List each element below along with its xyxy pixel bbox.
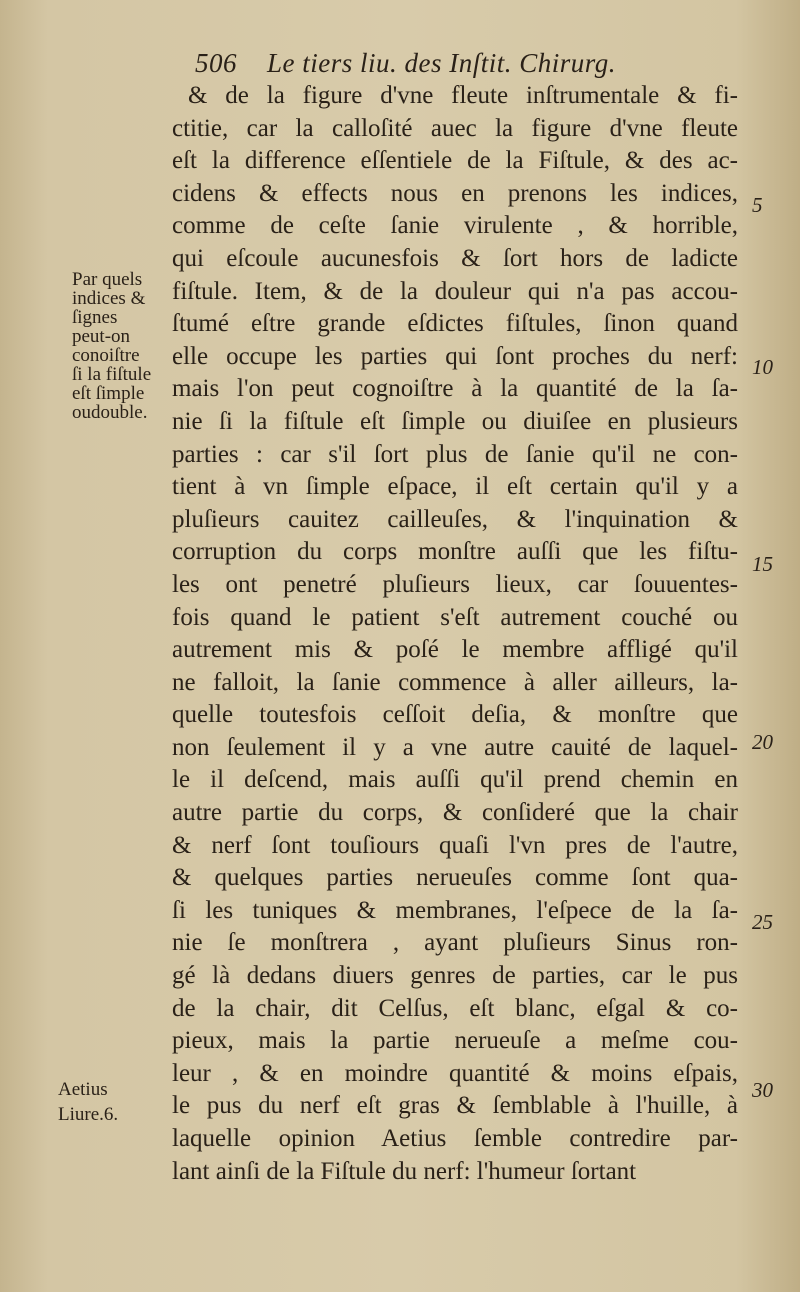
text-line: pluſieurs cauitez cailleuſes, & l'inquination & (172, 505, 738, 533)
aetius-note-line: Liure.6. (58, 1104, 119, 1125)
text-line: ſi les tuniques & membranes, l'eſpece de la ſa- (172, 896, 738, 924)
text-line: ne falloit, la ſanie commence à aller ailleurs, la- (172, 668, 738, 696)
text-line: leur , & en moindre quantité & moins eſpais, (172, 1059, 738, 1087)
text-line: parties : car s'il ſort plus de ſanie qu'il ne con- (172, 440, 738, 468)
text-line: comme de ceſte ſanie virulente , & horrible, (172, 212, 738, 240)
page-number: 506 (195, 48, 237, 78)
line-number: 15 (752, 552, 773, 576)
text-line: & quelques parties nerueuſes comme ſont qua- (172, 864, 738, 892)
line-number: 30 (752, 1078, 773, 1102)
side-note-line: peut-on (72, 326, 131, 347)
side-note-line: indices & (72, 288, 146, 309)
text-line: pieux, mais la partie nerueuſe a meſme cou- (172, 1027, 738, 1055)
side-note-line: conoiſtre (72, 345, 140, 366)
text-line: cidens & effects nous en prenons les indices, (172, 179, 738, 207)
text-line: eſt la difference eſſentiele de la Fiſtule, & des ac- (172, 147, 738, 175)
text-line: mais l'on peut cognoiſtre à la quantité de la ſa- (172, 375, 738, 403)
text-line: ſtumé eſtre grande eſdictes fiſtules, ſinon quand (172, 310, 738, 338)
text-line: nie ſi la fiſtule eſt ſimple ou diuiſee en plusieurs (172, 407, 738, 435)
text-line: nie ſe monſtrera , ayant pluſieurs Sinus ron- (172, 929, 738, 957)
running-header (195, 48, 616, 79)
side-note-line: ſignes (72, 307, 118, 328)
aetius-note-line: Aetius (58, 1079, 108, 1100)
line-number: 20 (752, 730, 773, 754)
side-note-line: Par quels (72, 269, 143, 290)
text-line: gé là dedans diuers genres de parties, car le pus (172, 962, 738, 990)
text-line: fois quand le patient s'eſt autrement couché ou (172, 603, 738, 631)
text-line: le pus du nerf eſt gras & ſemblable à l'huille, à (172, 1092, 738, 1120)
text-line: tient à vn ſimple eſpace, il eſt certain qu'il y a (172, 473, 738, 501)
text-line: autrement mis & poſé le membre affligé qu'il (172, 636, 738, 664)
text-line: fiſtule. Item, & de la douleur qui n'a pas accou- (172, 277, 738, 305)
aetius-note (58, 1077, 118, 1127)
side-note-line: ſi la fiſtule (72, 364, 152, 385)
text-line: de la chair, dit Celſus, eſt blanc, eſgal & co- (172, 994, 738, 1022)
text-line: elle occupe les parties qui ſont proches du nerf: (172, 342, 738, 370)
text-line: & nerf ſont touſiours quaſi l'vn pres de l'autre, (172, 831, 738, 859)
line-number: 25 (752, 910, 773, 934)
side-note (72, 270, 182, 422)
text-line: le il deſcend, mais auſſi qu'il prend chemin en (172, 766, 738, 794)
text-line: quelle toutesfois ceſſoit deſia, & monſtre que (172, 701, 738, 729)
text-line: les ont penetré pluſieurs lieux, car ſouuentes- (172, 570, 738, 598)
text-line: qui eſcoule aucunesfois & ſort hors de ladicte (172, 244, 738, 272)
text-line: autre partie du corps, & conſideré que la chair (172, 799, 738, 827)
text-line: ctitie, car la calloſité auec la figure d'vne fleute (172, 114, 738, 142)
main-text (172, 80, 738, 1188)
text-line: lant ainſi de la Fiſtule du nerf: l'humeur ſortant (172, 1157, 637, 1185)
running-title: Le tiers liu. des Inſtit. Chirurg. (267, 48, 617, 78)
text-line: & de la figure d'vne fleute inſtrumentale & fi- (188, 82, 738, 109)
line-number: 10 (752, 355, 773, 379)
side-note-line: oudouble. (72, 402, 148, 423)
side-note-line: eſt ſimple (72, 383, 145, 404)
line-number: 5 (752, 193, 763, 217)
text-line: laquelle opinion Aetius ſemble contredire par- (172, 1125, 738, 1152)
text-line: corruption du corps monſtre auſſi que les fiſtu- (172, 538, 738, 566)
text-line: non ſeulement il y a vne autre cauité de laquel- (172, 733, 738, 761)
